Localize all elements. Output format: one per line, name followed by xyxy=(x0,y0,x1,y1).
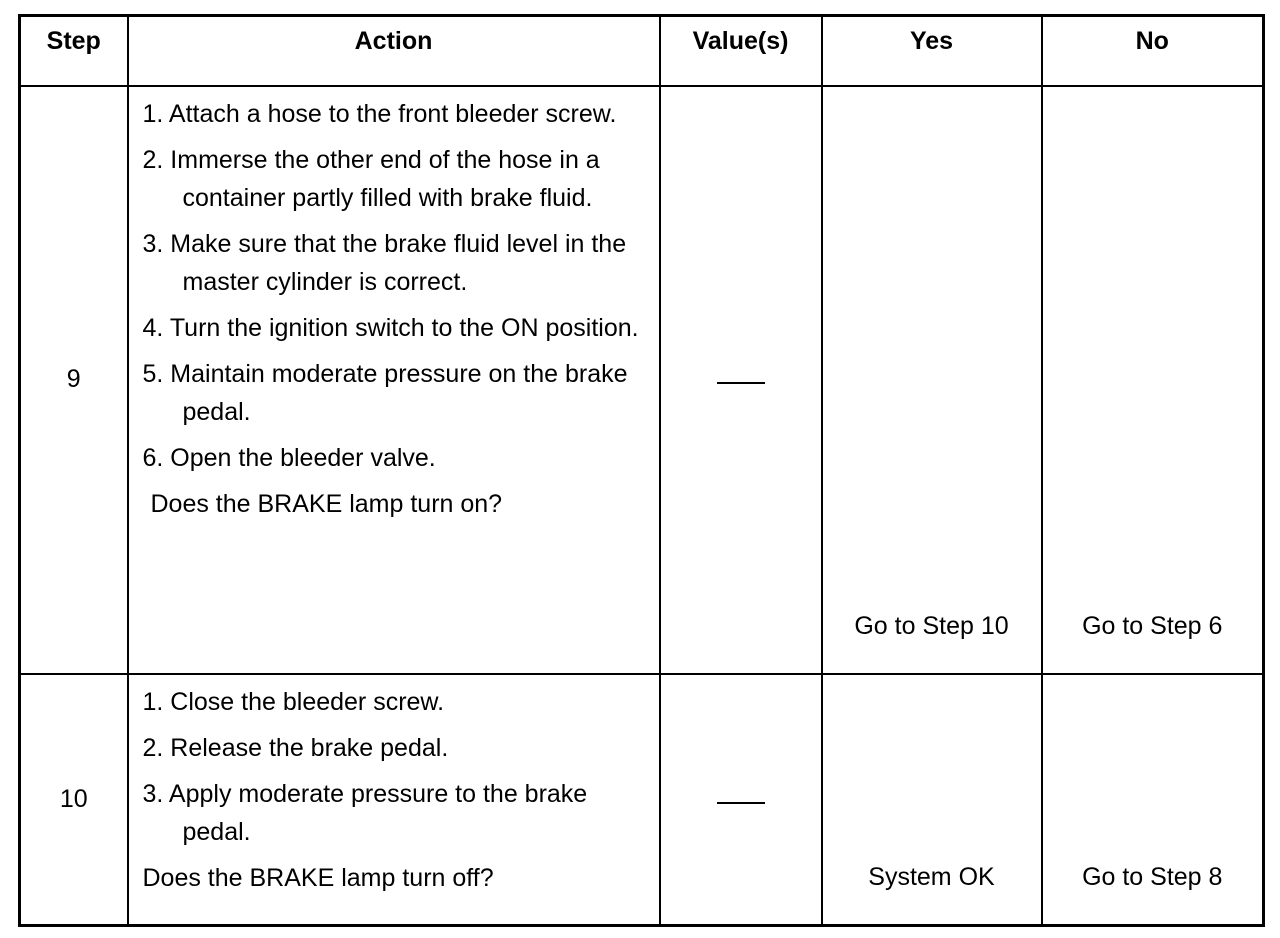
header-yes: Yes xyxy=(822,16,1042,86)
action-item: 2. Immerse the other end of the hose in a container partly filled with brake fluid. xyxy=(142,145,600,212)
header-no: No xyxy=(1042,16,1264,86)
no-result: Go to Step 8 xyxy=(1042,674,1264,926)
value-cell xyxy=(660,86,822,674)
action-item: 3. Apply moderate pressure to the brake pedal. xyxy=(142,779,588,846)
table-row-step-9 xyxy=(20,86,1264,674)
diagnostic-table xyxy=(18,14,1265,927)
action-item: 2. Release the brake pedal. xyxy=(142,733,449,762)
action-cell xyxy=(128,674,660,926)
action-question: Does the BRAKE lamp turn on? xyxy=(150,489,503,518)
value-cell xyxy=(660,674,822,926)
action-question: Does the BRAKE lamp turn off? xyxy=(142,863,494,892)
header-row xyxy=(20,16,1264,86)
action-item: 1. Close the bleeder screw. xyxy=(142,687,445,716)
action-item: 3. Make sure that the brake fluid level in the master cylinder is correct. xyxy=(142,229,627,296)
action-item: 5. Maintain moderate pressure on the brake pedal. xyxy=(142,359,628,426)
empty-value-dash xyxy=(717,802,765,804)
step-number: 10 xyxy=(20,674,128,926)
header-values: Value(s) xyxy=(660,16,822,86)
action-item: 1. Attach a hose to the front bleeder screw. xyxy=(142,99,617,128)
table-row-step-10 xyxy=(20,674,1264,926)
step-number: 9 xyxy=(20,86,128,674)
yes-result: System OK xyxy=(822,674,1042,926)
yes-result: Go to Step 10 xyxy=(822,86,1042,674)
action-cell xyxy=(128,86,660,674)
action-item: 6. Open the bleeder valve. xyxy=(142,443,436,472)
header-step: Step xyxy=(20,16,128,86)
empty-value-dash xyxy=(717,382,765,384)
action-item: 4. Turn the ignition switch to the ON position. xyxy=(142,313,639,342)
header-action: Action xyxy=(128,16,660,86)
no-result: Go to Step 6 xyxy=(1042,86,1264,674)
